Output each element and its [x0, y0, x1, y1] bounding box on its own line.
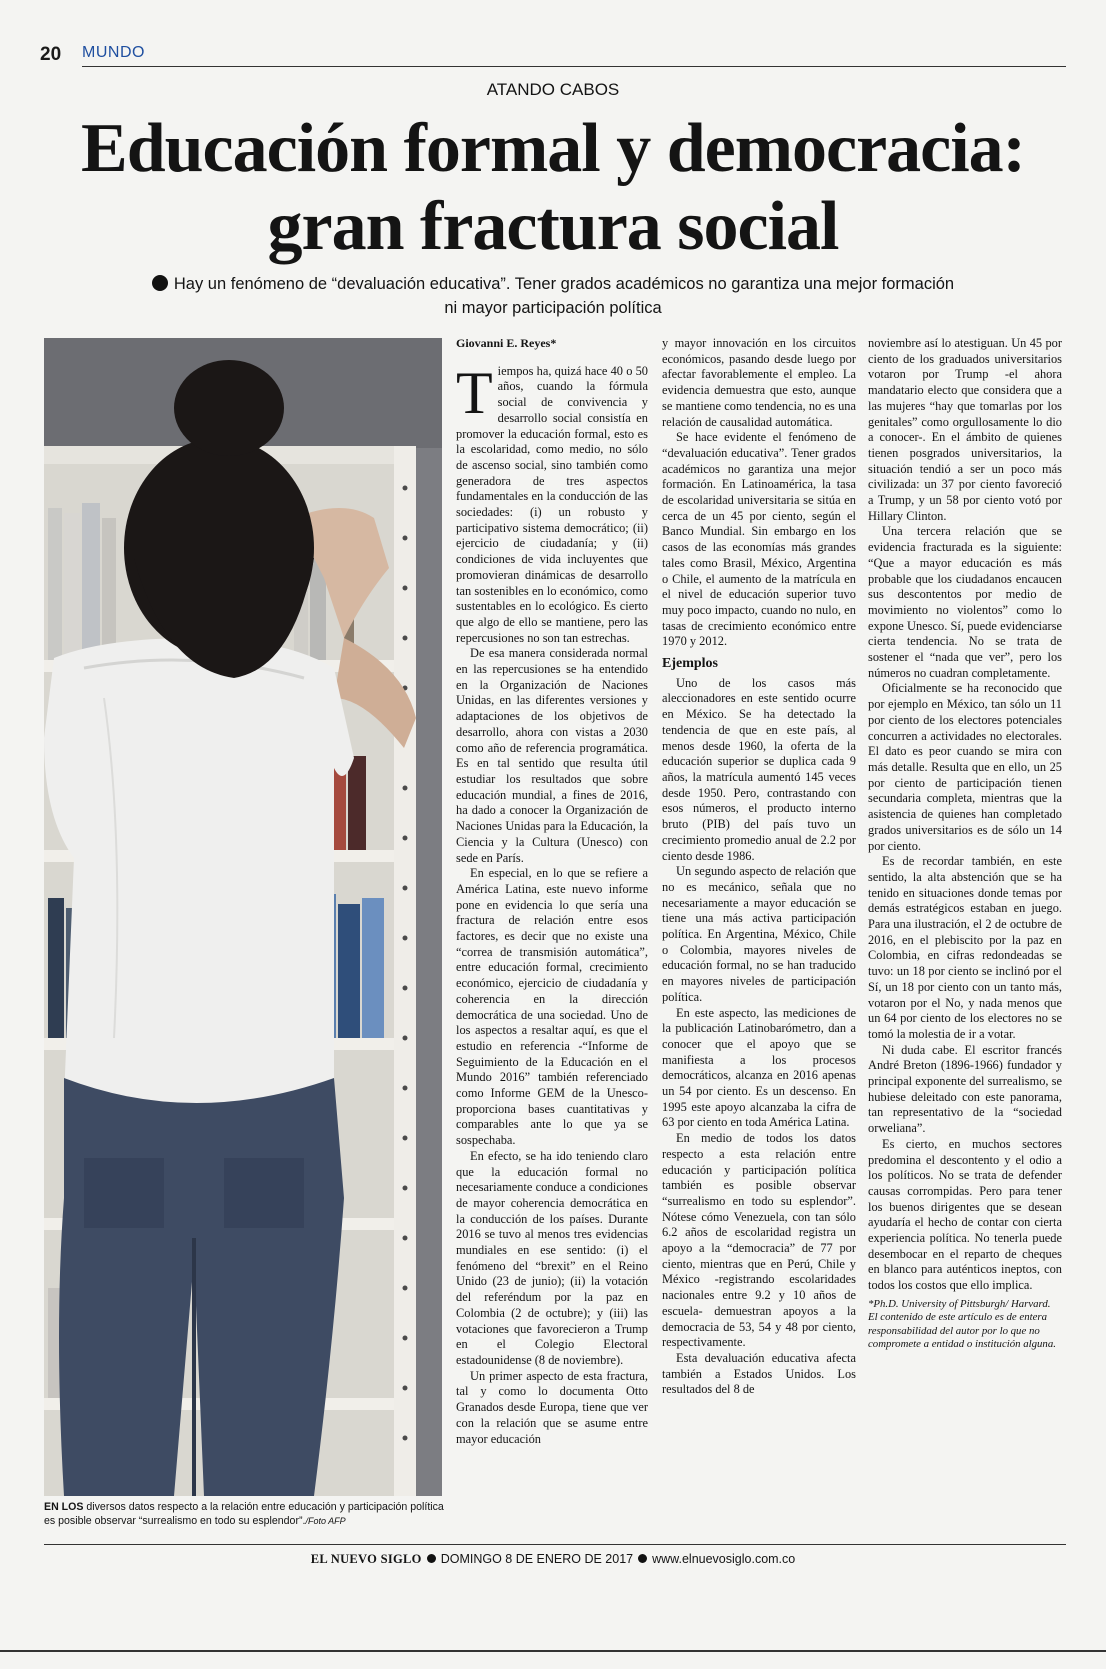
paragraph: Una tercera relación que se evidencia fracturada es la siguiente: “Que a mayor educación es más probable que los ciudadanos encaucen sus descontentos por medio de movimiento no violentos” como lo expone Unesco. Sí, puede evidenciarse cierta tendencia. No se trata de sostener el “nada que ver”, pero los números no cuadran completamente. — [868, 524, 1062, 680]
paragraph: Es cierto, en muchos sectores predomina el descontento y el odio a los políticos. No se trata de defender causas corrompidas. Pero para tener los buenos dirigentes que se desean ayudaría el hecho de contar con cierta experiencia política. No tenerla puede desembocar en el reparto de cheques en blanco para auténticos ineptos, con todos los costos que ello implica. — [868, 1136, 1062, 1293]
footer-rule — [44, 1544, 1066, 1545]
byline: Giovanni E. Reyes* — [456, 336, 557, 350]
deck — [150, 272, 956, 320]
paragraph: En medio de todos los datos respecto a esta relación entre educación y participación política también es posible observar “surrealismo en todo su esplendor”. Nótese cómo Venezuela, con tan sólo 6.2 años de escolaridad registra un apoyo a la “democracia” de 77 por ciento, mientras que en Perú, Chile y México -registrando escolaridades nacionales entre 9.2 y 10 años de escuela- demuestran apoyos a la democracia de 53, 54 y 48 por ciento, respectivamente. — [662, 1131, 856, 1350]
newspaper-logo: EL NUEVO SIGLO — [310, 1552, 422, 1566]
paragraph: Un segundo aspecto de relación que no es mecánico, señala que no necesariamente a mayor educación se tiene una más activa participación política. En Argentina, México, Chile o Colombia, mayores niveles de educación formal, no se han traducido en mayores niveles de participación política. — [662, 864, 856, 1004]
paragraph: Es de recordar también, en este sentido, la alta abstención que se ha tenido en situaciones donde temas por demás estratégicos estaban en juego. Para una ilustración, el 2 de octubre de 2016, en el plebiscito por la paz en Colombia, en cifras redondeadas se tuvo: un 18 por ciento se inclinó por el Sí, un 18 por ciento con un tanto más, votaron por el No, y nada menos que un 64 por ciento de los electores no se tomó la molestia de ir a votar. — [868, 854, 1062, 1041]
page-footer — [0, 1552, 1106, 1567]
article-column-3 — [868, 336, 1062, 1352]
dropcap: T — [456, 359, 493, 426]
paragraph: Oficialmente se ha reconocido que por ejemplo en México, tan sólo un 11 por ciento de los electores potenciales concurren a actividades no electorales. El dato es peor cuando se mira con más detalle. Resulta que en ello, un 25 por ciento de participación tienen secundaria completa, mientras que la asistencia de quienes han completado grados universitarios es de sólo un 14 por ciento. — [868, 681, 1062, 853]
bullet-icon — [638, 1554, 647, 1563]
caption-text: diversos datos respecto a la relación entre educación y participación política es posible observar “surrealismo en todo su esplendor”. — [44, 1501, 444, 1527]
footer-url[interactable]: www.elnuevosiglo.com.co — [652, 1552, 796, 1566]
subhead: Ejemplos — [662, 656, 718, 672]
paragraph: y mayor innovación en los circuitos económicos, pasando desde luego por afectar favorablemente el empleo. La evidencia demuestra que esto, aunque se mantiene como tendencia, no es una relación de causalidad automática. — [662, 336, 856, 429]
caption-lead: EN LOS — [44, 1501, 84, 1513]
paragraph: De esa manera considerada normal en las repercusiones se ha entendido en la Organización de Naciones Unidas, en las diferentes versiones y adaptaciones de los objetivos de desarrollo, ahora con vistas a 2030 como año de referencia programática. Es en tal sentido que resulta útil estudiar los resultados que sobre educación mundial, a fines de 2016, ha dado a conocer la Organización de Naciones Unidas para la Educación, la Ciencia y la Cultura (Unesco) con sede en París. — [456, 646, 648, 865]
paragraph: En efecto, se ha ido teniendo claro que la educación formal no necesariamente conduce a condiciones de mayor coherencia democrática en la conducción de los países. Durante 2016 se tuvo al menos tres evidencias mundiales en ese sentido: (i) el fenómeno del “brexit” en el Reino Unido (23 de junio); (ii) la votación del referéndum por la paz en Colombia (2 de octubre); y (iii) las votaciones que favorecieron a Trump en el Colegio Electoral estadounidense (8 de noviembre). — [456, 1148, 648, 1367]
paragraph: Esta devaluación educativa afecta también a Estados Unidos. Los resultados del 8 de — [662, 1351, 856, 1397]
paragraph: En este aspecto, las mediciones de la publicación Latinobarómetro, dan a conocer que el apoyo que se manifiesta a los procesos democráticos, alcanza en 2016 apenas un 54 por ciento. Es un descenso. En 1995 este apoyo alcanzaba la cifra de 63 por ciento en toda América Latina. — [662, 1005, 856, 1130]
headline-line-1: Educación formal y democracia: — [81, 110, 1025, 187]
page-number: 20 — [40, 44, 62, 65]
deck-text: Hay un fenómeno de “devaluación educativa”. Tener grados académicos no garantiza una mejor formación ni mayor participación política — [173, 275, 955, 317]
article-column-1 — [456, 336, 648, 1447]
photo-caption — [44, 1500, 444, 1528]
article-column-2 — [662, 336, 856, 1398]
paragraph: Un primer aspecto de esta fractura, tal y como lo documenta Otto Granados desde Europa, tiene que ver con la relación que se asume entre mayor educación — [456, 1368, 648, 1446]
paragraph: En especial, en lo que se refiere a América Latina, este nuevo informe pone en evidencia lo que sería una fractura de relación entre esos factores, es decir que no existe una “correa de transmisión automática”, entre educación formal, crecimiento económico, ejercicio de ciudadanía y coherencia en la dirección democrática de una sociedad. Uno de los aspectos a resaltar aquí, es que el estudio en referencia -“Informe de Seguimiento de la Educación en el Mundo 2016” también referenciado como Informe GEM de la Unesco- proporciona bases cuantitativas y comparables ante lo que ya se sospechaba. — [456, 866, 648, 1148]
paragraph: Tiempos ha, quizá hace 40 o 50 años, cuando la fórmula social de convivencia y desarrollo social consistía en promover la educación formal, esto es la escolaridad, como medio, no sólo de ascenso social, sino también como generadora de tres aspectos fundamentales en la conducción de las sociedades: (i) un robusto y participativo sistema democrático; (ii) ejercicio de ciudadanía; y (ii) condiciones de vida incluyentes que promovieran dinámicas de desarrollo tan sostenibles en lo económico, como sustentables en lo ecológico. Es cierto que algo de ello se mantiene, pero las repercusiones no son tan estrechas. — [456, 359, 648, 645]
paragraph: Se hace evidente el fenómeno de “devaluación educativa”. Tener grados académicos no garantiza una mejor formación. En Latinoamérica, la tasa de escolaridad universitaria se sitúa en cerca de un 45 por ciento, según el Banco Mundial. Sin embargo en los casos de las economías más grandes tales como Brasil, México, Argentina o Chile, el aumento de la matrícula en el nivel de educación superior tuvo muy poco impacto, cuando no nulo, en tasas de crecimiento económico entre 1970 y 2012. — [662, 430, 856, 649]
paragraph: Uno de los casos más aleccionadores en este sentido ocurre en México. Se ha detectado la tendencia de que en este país, al menos desde 1960, la oferta de la educación superior se duplica cada 9 años, la matrícula aumentó 145 veces desde 1950. Pero, contrastando con esos números, el producto interno bruto (PIB) del país tuvo un crecimiento promedio anual de 2.2 por ciento desde 1986. — [662, 675, 856, 863]
photo-credit: /Foto AFP — [305, 1516, 346, 1526]
kicker: ATANDO CABOS — [486, 80, 620, 99]
section-label: MUNDO — [82, 44, 145, 61]
paragraph: Ni duda cabe. El escritor francés André Breton (1896-1966) fundador y principal exponente del surrealismo, se hubiese deleitado con este panorama, tan representativo de la “sociedad orweliana”. — [868, 1042, 1062, 1136]
headline-line-2: gran fractura social — [267, 188, 839, 265]
footer-date: DOMINGO 8 DE ENERO DE 2017 — [440, 1552, 634, 1566]
paragraph: noviembre así lo atestiguan. Un 45 por ciento de los graduados universitarios votaron por Trump -el ahora mandatario electo que considera que a las mujeres “hay que tomarlas por los genitales” como orgullosamente lo dio a conocer-. En el ámbito de quienes tienen posgrados universitarios, la situación tendió a ser un poco más civilizada: un 37 por ciento favoreció a Trump, y un 58 por ciento votó por Hillary Clinton. — [868, 336, 1062, 523]
article-photo — [44, 338, 442, 1496]
header-rule — [82, 66, 1066, 67]
page-edge-rule — [0, 1650, 1106, 1652]
bullet-icon — [427, 1554, 436, 1563]
headline — [30, 110, 1076, 266]
bookshelf-photo-illustration — [44, 338, 442, 1496]
bullet-icon — [152, 275, 168, 291]
author-footnote: *Ph.D. University of Pittsburgh/ Harvard. El contenido de este artículo es de entera responsabilidad del autor por lo que no compromete a entidad o institución alguna. — [868, 1297, 1056, 1351]
